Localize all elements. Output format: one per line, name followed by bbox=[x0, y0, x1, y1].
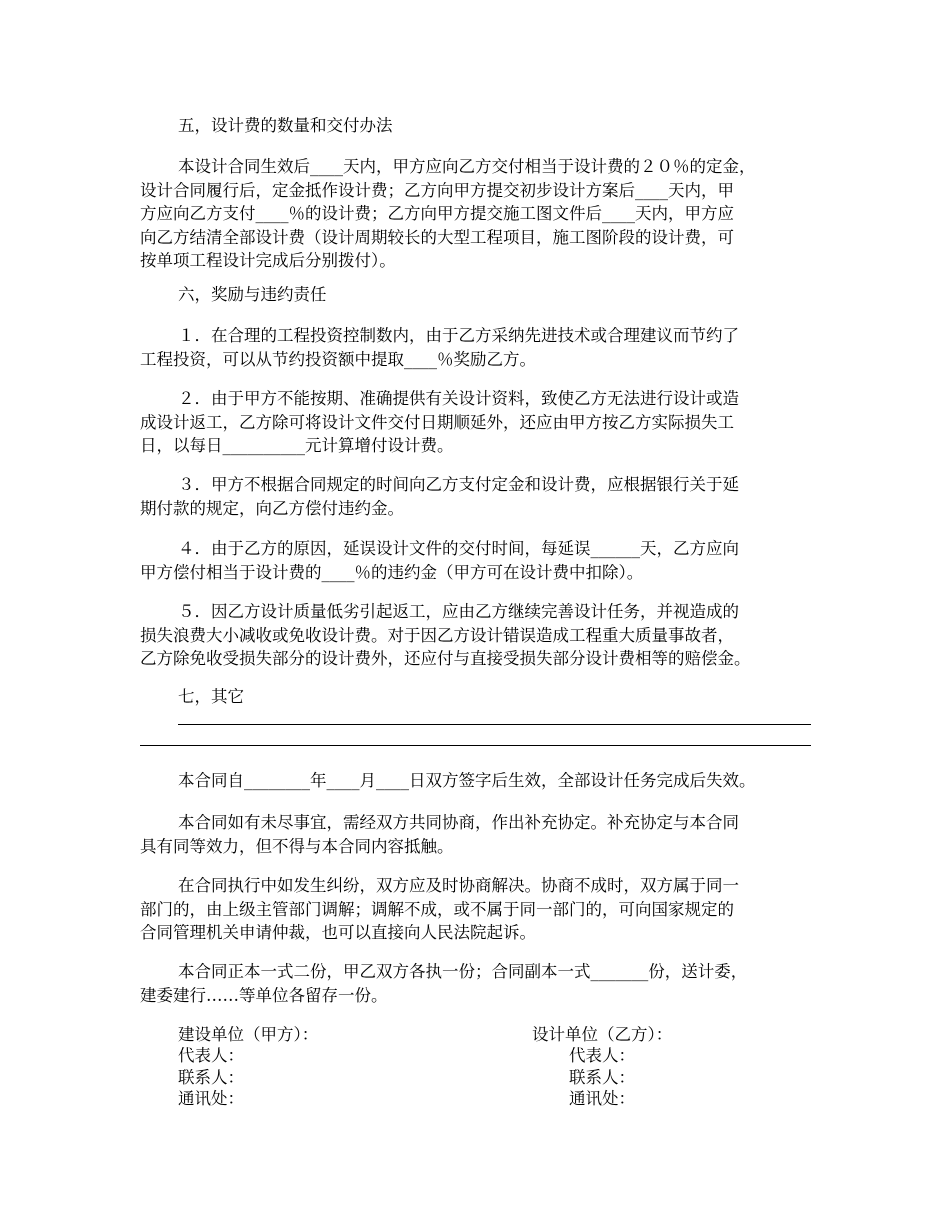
text-line: 在合同执行中如发生纠纷，双方应及时协商解决。协商不成时，双方属于同一 bbox=[178, 876, 739, 895]
party-b-title: 设计单位（乙方）： bbox=[532, 1025, 673, 1044]
section-7-paragraph-4 bbox=[140, 960, 816, 1007]
text-line: 具有同等效力，但不得与本合同内容抵触。 bbox=[140, 836, 454, 856]
fill-in-line bbox=[178, 724, 811, 725]
text-line: １．在合理的工程投资控制数内，由于乙方采纳先进技术或合理建议而节约了 bbox=[178, 326, 739, 345]
text-line: 工程投资，可以从节约投资额中提取____％奖励乙方。 bbox=[140, 349, 536, 369]
section-6-item-3 bbox=[140, 473, 816, 520]
party-b-address: 通讯处： bbox=[569, 1089, 635, 1108]
text-line: 方应向乙方支付____％的设计费；乙方向甲方提交施工图文件后____天内，甲方应 bbox=[140, 204, 734, 223]
text-line: 本设计合同生效后____天内，甲方应向乙方交付相当于设计费的２０％的定金， bbox=[178, 157, 756, 176]
section-7-heading: 七，其它 bbox=[178, 687, 244, 706]
text-line: ３．甲方不根据合同规定的时间向乙方支付定金和设计费，应根据银行关于延 bbox=[178, 475, 739, 494]
section-5-heading: 五，设计费的数量和交付办法 bbox=[178, 116, 393, 135]
text-line: ４．由于乙方的原因，延误设计文件的交付时间，每延误______天，乙方应向 bbox=[178, 539, 739, 558]
text-line: 向乙方结清全部设计费（设计周期较长的大型工程项目，施工图阶段的设计费，可 bbox=[140, 227, 734, 247]
text-line: 损失浪费大小减收或免收设计费。对于因乙方设计错误造成工程重大质量事故者， bbox=[140, 625, 734, 645]
text-line: ５．因乙方设计质量低劣引起返工，应由乙方继续完善设计任务，并视造成的 bbox=[178, 602, 739, 621]
section-6-item-4 bbox=[140, 537, 816, 584]
section-6-heading: 六，奖励与违约责任 bbox=[178, 285, 327, 304]
party-a-contact: 联系人： bbox=[178, 1068, 244, 1087]
section-7-paragraph-2 bbox=[140, 811, 816, 858]
text-line: 本合同自________年____月____日双方签字后生效，全部设计任务完成后失效。 bbox=[178, 771, 756, 790]
text-line: 合同管理机关申请仲裁，也可以直接向人民法院起诉。 bbox=[140, 923, 536, 942]
section-6-item-1 bbox=[140, 324, 816, 371]
party-a-representative: 代表人： bbox=[178, 1046, 244, 1065]
party-b-contact: 联系人： bbox=[569, 1068, 635, 1087]
section-7-paragraph-1 bbox=[140, 769, 816, 793]
text-line: 成设计返工，乙方除可将设计文件交付日期顺延外，还应由甲方按乙方实际损失工 bbox=[140, 412, 734, 432]
text-line: 乙方除免收受损失部分的设计费外，还应付与直接受损失部分设计费相等的赔偿金。 bbox=[140, 649, 751, 668]
text-line: 本合同正本一式二份，甲乙双方各执一份；合同副本一式_______份，送计委， bbox=[178, 962, 748, 981]
text-line: ２．由于甲方不能按期、准确提供有关设计资料，致使乙方无法进行设计或造 bbox=[178, 389, 739, 408]
text-line: 本合同如有未尽事宜，需经双方共同协商，作出补充协定。补充协定与本合同 bbox=[178, 813, 739, 832]
party-a-title: 建设单位（甲方）： bbox=[178, 1025, 319, 1044]
section-5-paragraph bbox=[140, 155, 816, 273]
text-line: 甲方偿付相当于设计费的____％的违约金（甲方可在设计费中扣除）。 bbox=[140, 562, 644, 582]
text-line: 建委建行……等单位各留存一份。 bbox=[140, 985, 388, 1005]
party-b-representative: 代表人： bbox=[569, 1046, 635, 1065]
text-line: 设计合同履行后，定金抵作设计费；乙方向甲方提交初步设计方案后____天内，甲 bbox=[140, 180, 734, 200]
section-6-item-2 bbox=[140, 387, 816, 458]
text-line: 按单项工程设计完成后分别拨付）。 bbox=[140, 251, 396, 270]
text-line: 部门的，由上级主管部门调解；调解不成，或不属于同一部门的，可向国家规定的 bbox=[140, 899, 734, 919]
fill-in-line bbox=[140, 745, 811, 746]
text-line: 日，以每日__________元计算增付设计费。 bbox=[140, 436, 454, 455]
section-7-paragraph-3 bbox=[140, 874, 816, 945]
text-line: 期付款的规定，向乙方偿付违约金。 bbox=[140, 498, 404, 518]
section-6-item-5 bbox=[140, 600, 816, 671]
party-a-address: 通讯处： bbox=[178, 1089, 244, 1108]
